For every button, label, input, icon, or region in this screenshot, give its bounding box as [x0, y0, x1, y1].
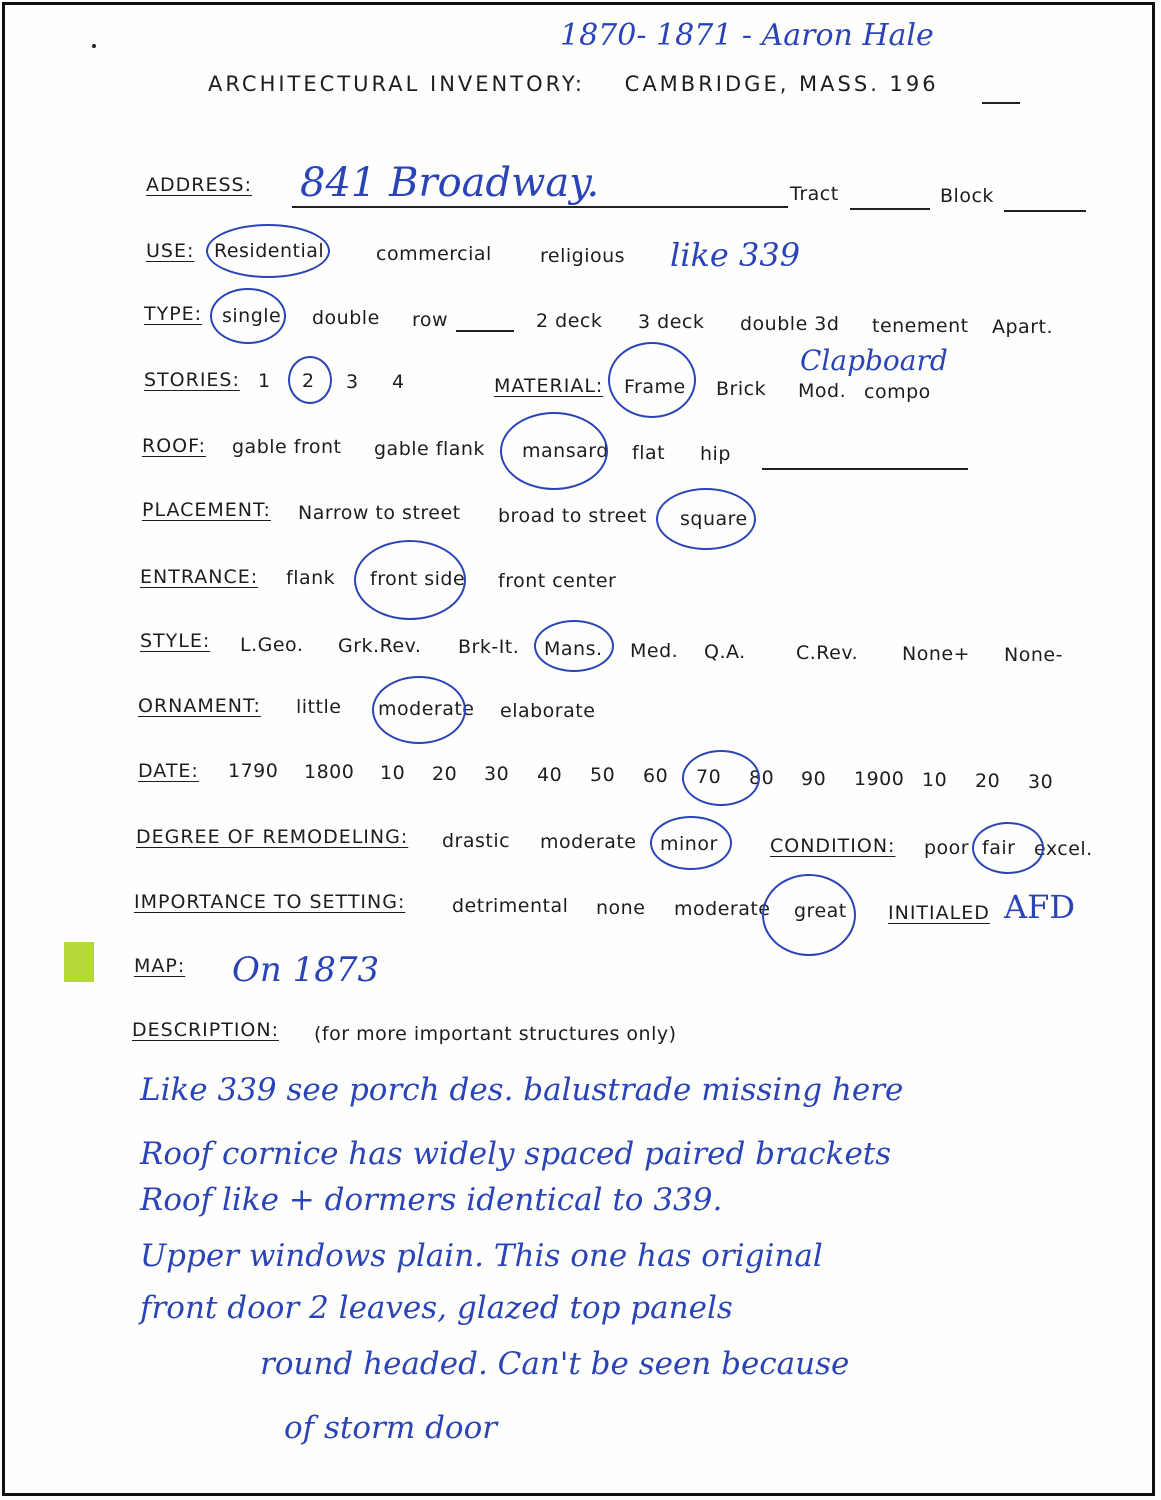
description-sublabel: (for more important structures only) [314, 1023, 677, 1045]
date-option-60: 60 [643, 765, 669, 787]
type-option-single: single [222, 305, 282, 327]
style-option-brkit: Brk-It. [458, 636, 520, 658]
map-value: On 1873 [232, 950, 380, 990]
style-option-qa: Q.A. [704, 641, 746, 663]
style-option-med: Med. [630, 640, 679, 662]
roof-option-hip: hip [700, 443, 731, 465]
roof-option-flat: flat [632, 442, 666, 464]
remodeling-option-moderate: moderate [540, 831, 637, 853]
style-option-none-minus: None- [1004, 644, 1063, 666]
roof-other-line [762, 468, 968, 470]
use-note: like 339 [670, 236, 801, 274]
handwritten-header: 1870- 1871 - Aaron Hale [560, 18, 934, 53]
address-value: 841 Broadway. [300, 160, 600, 206]
date-option-80: 80 [749, 767, 775, 789]
date-label: DATE: [138, 760, 199, 782]
importance-label: IMPORTANCE TO SETTING: [134, 891, 406, 913]
ornament-option-little: little [296, 696, 342, 718]
condition-option-fair: fair [982, 837, 1016, 859]
selection-circle-moderate [372, 676, 466, 744]
use-option-residential: Residential [214, 240, 325, 262]
use-option-commercial: commercial [376, 243, 492, 265]
date-option-1800: 1800 [304, 761, 355, 783]
roof-option-gable-flank: gable flank [374, 438, 485, 460]
material-option-brick: Brick [716, 378, 767, 400]
stories-label: STORIES: [144, 369, 240, 391]
date-option-40: 40 [537, 764, 563, 786]
selection-circle-mans [534, 620, 614, 672]
date-option-70: 70 [696, 766, 722, 788]
style-option-none-plus: None+ [902, 643, 970, 665]
paper-speck [92, 44, 96, 48]
block-label: Block [940, 185, 994, 207]
type-option-3-deck: 3 deck [638, 311, 705, 333]
style-option-grkrev: Grk.Rev. [338, 635, 422, 657]
address-line [292, 206, 788, 208]
type-label: TYPE: [144, 303, 203, 325]
description-line-2: Roof cornice has widely spaced paired brackets [140, 1136, 892, 1172]
remodeling-option-drastic: drastic [442, 830, 511, 852]
use-label: USE: [146, 240, 195, 262]
date-option-10b: 10 [922, 769, 948, 791]
stories-option-1: 1 [258, 370, 271, 392]
importance-option-none: none [596, 897, 646, 919]
placement-option-broad: broad to street [498, 505, 648, 527]
condition-option-poor: poor [924, 837, 970, 859]
description-line-1: Like 339 see porch des. balustrade missing here [140, 1072, 904, 1108]
selection-circle-mansard [500, 412, 608, 490]
type-option-apart: Apart. [992, 316, 1054, 338]
address-label: ADDRESS: [146, 174, 252, 196]
form-title-left: ARCHITECTURAL INVENTORY: [208, 72, 585, 96]
style-label: STYLE: [140, 630, 211, 652]
description-line-4: Upper windows plain. This one has original [140, 1238, 823, 1274]
map-label: MAP: [134, 955, 186, 977]
initialed-label: INITIALED [888, 902, 990, 924]
placement-option-narrow: Narrow to street [298, 502, 461, 524]
stories-option-4: 4 [392, 371, 405, 393]
importance-option-moderate: moderate [674, 898, 771, 920]
roof-option-gable-front: gable front [232, 436, 342, 458]
date-option-10: 10 [380, 762, 406, 784]
date-option-50: 50 [590, 764, 616, 786]
placement-label: PLACEMENT: [142, 499, 271, 521]
description-line-6: round headed. Can't be seen because [260, 1346, 850, 1382]
remodeling-option-minor: minor [660, 833, 718, 855]
entrance-option-front-center: front center [498, 570, 617, 592]
selection-circle-single [210, 288, 286, 344]
type-option-double-3d: double 3d [740, 313, 840, 335]
ornament-option-moderate: moderate [378, 698, 475, 720]
type-option-2-deck: 2 deck [536, 310, 603, 332]
importance-option-great: great [794, 900, 847, 922]
entrance-label: ENTRANCE: [140, 566, 259, 588]
selection-circle-fair [972, 822, 1044, 874]
ornament-option-elaborate: elaborate [500, 700, 596, 722]
description-label: DESCRIPTION: [132, 1019, 280, 1041]
block-line [1004, 210, 1086, 212]
description-line-5: front door 2 leaves, glazed top panels [140, 1290, 733, 1326]
material-note: Clapboard [800, 344, 948, 377]
tract-line [850, 208, 930, 210]
date-option-1900: 1900 [854, 768, 905, 790]
condition-label: CONDITION: [770, 835, 896, 857]
date-option-20: 20 [432, 763, 458, 785]
form-title-right: CAMBRIDGE, MASS. 196 [624, 72, 939, 96]
ornament-label: ORNAMENT: [138, 695, 261, 717]
condition-option-excel: excel. [1034, 838, 1093, 860]
stories-option-3: 3 [346, 371, 359, 393]
stories-option-2: 2 [302, 370, 315, 392]
form-title [208, 72, 939, 96]
date-option-20b: 20 [975, 770, 1001, 792]
date-option-90: 90 [801, 768, 827, 790]
year-blank-line [982, 102, 1020, 104]
material-option-frame: Frame [624, 376, 686, 398]
roof-option-mansard: mansard [522, 440, 609, 462]
date-option-30: 30 [484, 763, 510, 785]
material-option-mod: Mod. [798, 380, 847, 402]
selection-circle-stories-2 [288, 356, 332, 404]
green-tab-marker [64, 942, 94, 982]
selection-circle-frame [608, 342, 696, 418]
type-option-row: row [412, 309, 449, 331]
material-option-compo: compo [864, 381, 931, 403]
entrance-option-flank: flank [286, 567, 336, 589]
selection-circle-70 [682, 750, 760, 806]
date-option-30b: 30 [1028, 771, 1054, 793]
style-option-lgeo: L.Geo. [240, 634, 304, 656]
selection-circle-front-side [354, 540, 466, 620]
initialed-value: AFD [1004, 888, 1075, 926]
tract-label: Tract [790, 183, 839, 205]
description-line-7: of storm door [284, 1410, 498, 1446]
date-option-1790: 1790 [228, 760, 279, 782]
importance-option-detrimental: detrimental [452, 895, 569, 917]
type-option-double: double [312, 307, 380, 329]
selection-circle-residential [206, 224, 330, 278]
material-label: MATERIAL: [494, 375, 604, 397]
style-option-mans: Mans. [544, 638, 603, 660]
selection-circle-great [762, 874, 856, 956]
style-option-crev: C.Rev. [796, 642, 859, 664]
placement-option-square: square [680, 508, 748, 530]
type-option-tenement: tenement [872, 315, 969, 337]
use-option-religious: religious [540, 245, 626, 267]
type-row-line [456, 330, 514, 332]
roof-label: ROOF: [142, 435, 206, 457]
entrance-option-front-side: front side [370, 568, 466, 590]
remodeling-label: DEGREE OF REMODELING: [136, 826, 409, 848]
selection-circle-square [656, 488, 756, 550]
description-line-3: Roof like + dormers identical to 339. [140, 1182, 723, 1218]
selection-circle-minor [650, 816, 732, 870]
